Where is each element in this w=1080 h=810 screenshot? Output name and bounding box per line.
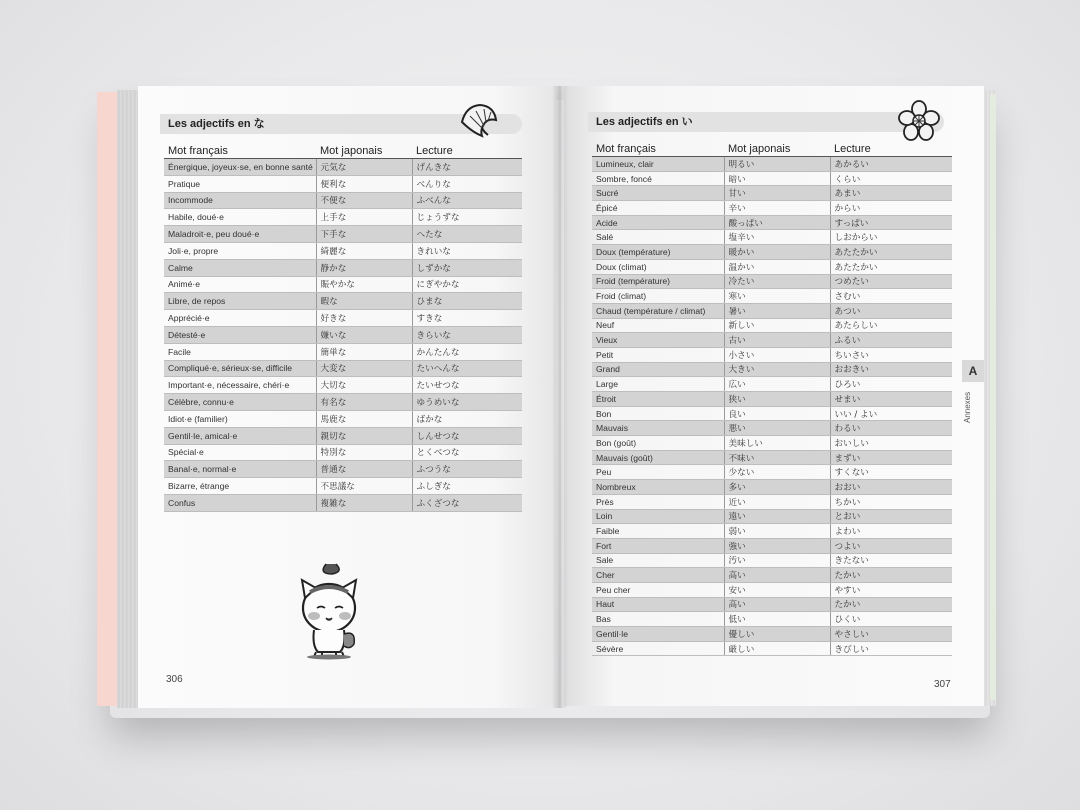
table-row <box>592 627 952 642</box>
table-row <box>592 377 952 392</box>
reading: あかるい <box>830 157 952 172</box>
french-word: Joli·e, propre <box>164 242 316 259</box>
japanese-word: 小さい <box>724 347 830 362</box>
french-word: Doux (climat) <box>592 259 724 274</box>
reading: おいしい <box>830 436 952 451</box>
japanese-word: 悪い <box>724 421 830 436</box>
french-word: Incommode <box>164 192 316 209</box>
french-word: Facile <box>164 343 316 360</box>
japanese-word: 静かな <box>316 259 412 276</box>
japanese-word: 簡単な <box>316 343 412 360</box>
japanese-word: 嫌いな <box>316 326 412 343</box>
japanese-word: 安い <box>724 582 830 597</box>
french-word: Peu <box>592 465 724 480</box>
french-word: Célèbre, connu·e <box>164 394 316 411</box>
reading: ひまな <box>412 293 522 310</box>
japanese-word: 塩辛い <box>724 230 830 245</box>
japanese-word: 暖かい <box>724 245 830 260</box>
french-word: Mauvais <box>592 421 724 436</box>
table-row <box>592 421 952 436</box>
table-row <box>164 394 522 411</box>
reading: さむい <box>830 289 952 304</box>
table-row <box>592 568 952 583</box>
reading: あまい <box>830 186 952 201</box>
table-row <box>164 478 522 495</box>
japanese-word: 暇な <box>316 293 412 310</box>
reading: きたない <box>830 553 952 568</box>
french-word: Habile, doué·e <box>164 209 316 226</box>
table-row <box>592 215 952 230</box>
section-tab-a: A <box>962 360 984 382</box>
french-word: Mauvais (goût) <box>592 450 724 465</box>
table-row <box>592 259 952 274</box>
french-word: Bas <box>592 612 724 627</box>
reading: きびしい <box>830 641 952 656</box>
left-page-stack <box>117 90 138 708</box>
right-page-edge-color <box>990 94 996 700</box>
table-row <box>592 597 952 612</box>
table-row <box>592 333 952 348</box>
japanese-word: 冷たい <box>724 274 830 289</box>
french-word: Faible <box>592 524 724 539</box>
reading: しずかな <box>412 259 522 276</box>
reading: ふしぎな <box>412 478 522 495</box>
japanese-word: 新しい <box>724 318 830 333</box>
japanese-word: 高い <box>724 568 830 583</box>
table-row <box>164 377 522 394</box>
reading: ばかな <box>412 410 522 427</box>
left-page-edge-color <box>97 92 117 706</box>
japanese-word: 馬鹿な <box>316 410 412 427</box>
table-row <box>592 582 952 597</box>
french-word: Cher <box>592 568 724 583</box>
french-word: Grand <box>592 362 724 377</box>
french-word: Lumineux, clair <box>592 157 724 172</box>
japanese-word: 親切な <box>316 427 412 444</box>
reading: すくない <box>830 465 952 480</box>
japanese-word: 暑い <box>724 303 830 318</box>
reading: まずい <box>830 450 952 465</box>
table-row <box>164 209 522 226</box>
table-row <box>164 159 522 176</box>
french-word: Froid (température) <box>592 274 724 289</box>
table-row <box>164 310 522 327</box>
japanese-word: 高い <box>724 597 830 612</box>
french-word: Bon <box>592 406 724 421</box>
japanese-word: 近い <box>724 494 830 509</box>
french-word: Petit <box>592 347 724 362</box>
japanese-word: 特別な <box>316 444 412 461</box>
japanese-word: 弱い <box>724 524 830 539</box>
japanese-word: 美味しい <box>724 436 830 451</box>
japanese-word: 温かい <box>724 259 830 274</box>
table-row <box>592 230 952 245</box>
french-word: Gentil·le <box>592 627 724 642</box>
french-word: Loin <box>592 509 724 524</box>
header-french: Mot français <box>164 144 316 159</box>
french-word: Acide <box>592 215 724 230</box>
header-reading: Lecture <box>830 142 952 157</box>
japanese-word: 狭い <box>724 392 830 407</box>
french-word: Vieux <box>592 333 724 348</box>
table-row <box>164 175 522 192</box>
reading: きれいな <box>412 242 522 259</box>
french-word: Banal·e, normal·e <box>164 461 316 478</box>
table-row <box>164 259 522 276</box>
french-word: Libre, de repos <box>164 293 316 310</box>
japanese-word: 複雑な <box>316 494 412 511</box>
french-word: Bon (goût) <box>592 436 724 451</box>
reading: たかい <box>830 568 952 583</box>
french-word: Énergique, joyeux·se, en bonne santé <box>164 159 316 176</box>
french-word: Sombre, foncé <box>592 171 724 186</box>
section-label-annexes: Annexes <box>963 391 972 423</box>
japanese-word: 寒い <box>724 289 830 304</box>
french-word: Maladroit·e, peu doué·e <box>164 226 316 243</box>
table-row <box>164 461 522 478</box>
table-row <box>592 157 952 172</box>
reading: からい <box>830 201 952 216</box>
french-word: Salé <box>592 230 724 245</box>
reading: よわい <box>830 524 952 539</box>
reading: おおい <box>830 480 952 495</box>
table-row <box>164 326 522 343</box>
french-word: Nombreux <box>592 480 724 495</box>
japanese-word: 不味い <box>724 450 830 465</box>
reading: やすい <box>830 582 952 597</box>
table-row <box>592 450 952 465</box>
french-word: Spécial·e <box>164 444 316 461</box>
right-page-number: 307 <box>934 679 951 690</box>
header-japanese: Mot japonais <box>316 144 412 159</box>
japanese-word: 広い <box>724 377 830 392</box>
japanese-word: 汚い <box>724 553 830 568</box>
french-word: Peu cher <box>592 582 724 597</box>
table-row <box>592 538 952 553</box>
reading: にぎやかな <box>412 276 522 293</box>
ginkgo-leaf-icon <box>458 102 500 142</box>
french-word: Sucré <box>592 186 724 201</box>
table-row <box>164 410 522 427</box>
table-row <box>592 362 952 377</box>
reading: しおからい <box>830 230 952 245</box>
reading: ふべんな <box>412 192 522 209</box>
french-word: Pratique <box>164 175 316 192</box>
header-french: Mot français <box>592 142 724 157</box>
reading: じょうずな <box>412 209 522 226</box>
reading: すっぱい <box>830 215 952 230</box>
table-row <box>592 303 952 318</box>
reading: いい / よい <box>830 406 952 421</box>
table-row <box>592 494 952 509</box>
french-word: Important·e, nécessaire, chéri·e <box>164 377 316 394</box>
table-row <box>164 293 522 310</box>
header-reading: Lecture <box>412 144 522 159</box>
french-word: Étroit <box>592 392 724 407</box>
table-row <box>164 427 522 444</box>
table-row <box>592 289 952 304</box>
reading: べんりな <box>412 175 522 192</box>
french-word: Détesté·e <box>164 326 316 343</box>
reading: たいせつな <box>412 377 522 394</box>
table-row <box>592 465 952 480</box>
japanese-word: 不便な <box>316 192 412 209</box>
japanese-word: 低い <box>724 612 830 627</box>
japanese-word: 便利な <box>316 175 412 192</box>
japanese-word: 暗い <box>724 171 830 186</box>
table-row <box>592 201 952 216</box>
french-word: Près <box>592 494 724 509</box>
book-gutter <box>552 86 568 708</box>
reading: きらいな <box>412 326 522 343</box>
left-vocab-table <box>164 144 522 512</box>
table-row <box>164 242 522 259</box>
table-row <box>592 347 952 362</box>
table-row <box>592 480 952 495</box>
table-row <box>164 494 522 511</box>
left-section-title: Les adjectifs en な <box>160 114 522 134</box>
reading: ちいさい <box>830 347 952 362</box>
reading: たかい <box>830 597 952 612</box>
table-row <box>592 318 952 333</box>
reading: おおきい <box>830 362 952 377</box>
japanese-word: 有名な <box>316 394 412 411</box>
french-word: Froid (climat) <box>592 289 724 304</box>
reading: せまい <box>830 392 952 407</box>
french-word: Neuf <box>592 318 724 333</box>
japanese-word: 大切な <box>316 377 412 394</box>
reading: とおい <box>830 509 952 524</box>
table-row <box>592 436 952 451</box>
japanese-word: 不思議な <box>316 478 412 495</box>
japanese-word: 賑やかな <box>316 276 412 293</box>
table-row <box>164 192 522 209</box>
french-word: Gentil·le, amical·e <box>164 427 316 444</box>
reading: くらい <box>830 171 952 186</box>
japanese-word: 好きな <box>316 310 412 327</box>
table-row <box>164 360 522 377</box>
reading: やさしい <box>830 627 952 642</box>
french-word: Haut <box>592 597 724 612</box>
french-word: Calme <box>164 259 316 276</box>
japanese-word: 少ない <box>724 465 830 480</box>
french-word: Chaud (température / climat) <box>592 303 724 318</box>
table-row <box>592 509 952 524</box>
reading: ゆうめいな <box>412 394 522 411</box>
japanese-word: 酸っぱい <box>724 215 830 230</box>
reading: へたな <box>412 226 522 243</box>
reading: わるい <box>830 421 952 436</box>
japanese-word: 強い <box>724 538 830 553</box>
reading: あたたかい <box>830 259 952 274</box>
table-row <box>592 245 952 260</box>
japanese-word: 元気な <box>316 159 412 176</box>
table-row <box>592 392 952 407</box>
french-word: Idiot·e (familier) <box>164 410 316 427</box>
japanese-word: 普通な <box>316 461 412 478</box>
table-row <box>592 274 952 289</box>
left-page-number: 306 <box>166 674 183 685</box>
reading: あたらしい <box>830 318 952 333</box>
table-row <box>592 524 952 539</box>
header-japanese: Mot japonais <box>724 142 830 157</box>
japanese-word: 辛い <box>724 201 830 216</box>
reading: かんたんな <box>412 343 522 360</box>
table-row <box>164 276 522 293</box>
french-word: Doux (température) <box>592 245 724 260</box>
japanese-word: 厳しい <box>724 641 830 656</box>
french-word: Apprécié·e <box>164 310 316 327</box>
reading: ふるい <box>830 333 952 348</box>
table-row <box>592 171 952 186</box>
japanese-word: 明るい <box>724 157 830 172</box>
japanese-word: 遠い <box>724 509 830 524</box>
french-word: Sale <box>592 553 724 568</box>
japanese-word: 大きい <box>724 362 830 377</box>
french-word: Animé·e <box>164 276 316 293</box>
french-word: Confus <box>164 494 316 511</box>
table-row <box>592 186 952 201</box>
japanese-word: 良い <box>724 406 830 421</box>
reading: つよい <box>830 538 952 553</box>
japanese-word: 綺麗な <box>316 242 412 259</box>
table-row <box>592 406 952 421</box>
french-word: Compliqué·e, sérieux·se, difficile <box>164 360 316 377</box>
reading: ふくざつな <box>412 494 522 511</box>
reading: げんきな <box>412 159 522 176</box>
japanese-word: 上手な <box>316 209 412 226</box>
table-row <box>592 612 952 627</box>
french-word: Bizarre, étrange <box>164 478 316 495</box>
cat-mascot-illustration <box>292 560 366 664</box>
flower-icon <box>898 100 940 146</box>
table-row <box>164 343 522 360</box>
reading: ひくい <box>830 612 952 627</box>
reading: たいへんな <box>412 360 522 377</box>
right-section-title: Les adjectifs en い <box>588 112 944 132</box>
reading: ふつうな <box>412 461 522 478</box>
french-word: Large <box>592 377 724 392</box>
table-row <box>164 226 522 243</box>
japanese-word: 優しい <box>724 627 830 642</box>
japanese-word: 下手な <box>316 226 412 243</box>
reading: ひろい <box>830 377 952 392</box>
reading: あつい <box>830 303 952 318</box>
right-vocab-table <box>592 142 952 656</box>
reading: すきな <box>412 310 522 327</box>
japanese-word: 古い <box>724 333 830 348</box>
reading: あたたかい <box>830 245 952 260</box>
japanese-word: 大変な <box>316 360 412 377</box>
table-row <box>592 553 952 568</box>
reading: つめたい <box>830 274 952 289</box>
reading: しんせつな <box>412 427 522 444</box>
japanese-word: 多い <box>724 480 830 495</box>
table-row <box>164 444 522 461</box>
reading: とくべつな <box>412 444 522 461</box>
french-word: Épicé <box>592 201 724 216</box>
table-row <box>592 641 952 656</box>
french-word: Fort <box>592 538 724 553</box>
french-word: Sévère <box>592 641 724 656</box>
reading: ちかい <box>830 494 952 509</box>
japanese-word: 甘い <box>724 186 830 201</box>
